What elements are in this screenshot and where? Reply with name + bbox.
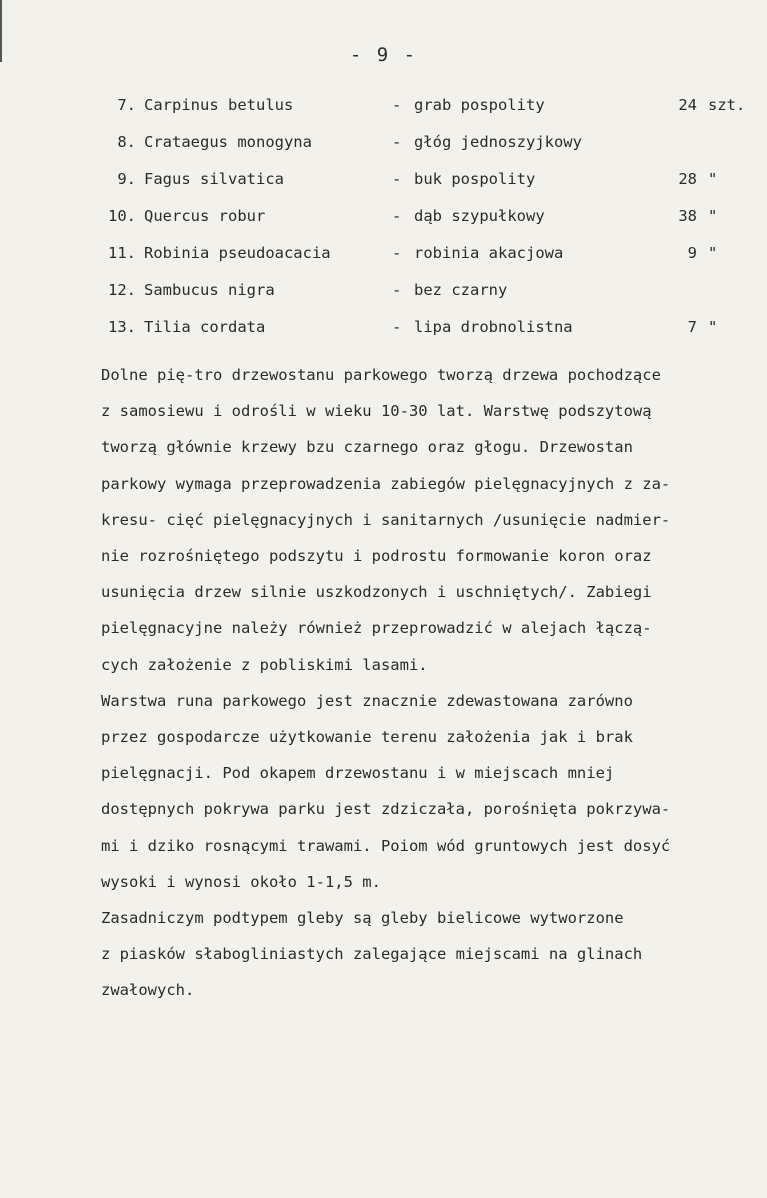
species-polish-name: grab pospolity [414, 96, 545, 114]
species-number: 11. [108, 244, 136, 262]
species-dash: - [392, 207, 402, 225]
species-number: 8. [117, 133, 136, 151]
species-latin-name: Robinia pseudoacacia [144, 244, 331, 262]
species-dash: - [392, 281, 402, 299]
species-row [0, 162, 767, 199]
species-polish-name: dąb szypułkowy [414, 207, 545, 225]
species-dash: - [392, 133, 402, 151]
species-polish-name: lipa drobnolistna [414, 318, 573, 336]
species-polish-name: buk pospolity [414, 170, 536, 188]
paragraph-lower-storey: Dolne pię-tro drzewostanu parkowego tworzą drzewa pochodzące z samosiewu i odrośli w wieku 10-30 lat. Warstwę podszytową tworzą głównie krzewy bzu czarnego oraz głogu. Drzewostan parkowy wymaga przeprowadzenia zabiegów pielęgnacyjnych z za- kresu- cięć pielęgnacyjnych i sanitarnych /usunięcie nadmier- nie rozrośniętego podszytu i podrostu formowanie koron oraz usunięcia drzew silnie uszkodzonych i uschniętych/. Zabiegi pielęgnacyjne należy również przeprowadzić w alejach łączą- cych założenie z pobliskimi lasami. [101, 366, 671, 674]
species-number: 12. [108, 281, 136, 299]
species-row [0, 236, 767, 273]
species-latin-name: Fagus silvatica [144, 170, 284, 188]
species-row [0, 199, 767, 236]
species-unit: " [708, 207, 718, 225]
species-count: 24 [678, 96, 697, 114]
species-dash: - [392, 96, 402, 114]
species-unit: " [708, 244, 718, 262]
paragraph-soil-type: Zasadniczym podtypem gleby są gleby bielicowe wytworzone z piasków słabogliniastych zalegające miejscami na glinach zwałowych. [101, 909, 643, 1000]
species-polish-name: głóg jednoszyjkowy [414, 133, 582, 151]
species-latin-name: Carpinus betulus [144, 96, 294, 114]
species-row [0, 273, 767, 310]
species-latin-name: Tilia cordata [144, 318, 266, 336]
paragraph-ground-layer: Warstwa runa parkowego jest znacznie zdewastowana zarówno przez gospodarcze użytkowanie terenu założenia jak i brak pielęgnacji. Pod okapem drzewostanu i w miejscach mniej dostępnych pokrywa parku jest zdziczała, porośnięta pokrzywa- mi i dziko rosnącymi trawami. Poiom wód gruntowych jest dosyć wysoki i wynosi około 1-1,5 m. [101, 691, 671, 891]
species-unit: szt. [708, 96, 746, 114]
species-count: 7 [687, 318, 697, 336]
species-polish-name: robinia akacjowa [414, 244, 564, 262]
species-count: 38 [678, 207, 697, 225]
species-number: 13. [108, 318, 136, 336]
species-dash: - [392, 170, 402, 188]
species-count: 28 [678, 170, 697, 188]
species-latin-name: Sambucus nigra [144, 281, 275, 299]
page-number: - 9 - [349, 44, 418, 66]
species-number: 9. [117, 170, 136, 188]
species-row [0, 88, 767, 125]
species-latin-name: Crataegus monogyna [144, 133, 312, 151]
body-text [101, 357, 766, 1009]
species-latin-name: Quercus robur [144, 207, 266, 225]
species-number: 10. [108, 207, 136, 225]
species-number: 7. [117, 96, 136, 114]
species-dash: - [392, 318, 402, 336]
species-row [0, 125, 767, 162]
species-dash: - [392, 244, 402, 262]
species-unit: " [708, 318, 718, 336]
species-count: 9 [687, 244, 697, 262]
species-unit: " [708, 170, 718, 188]
species-row [0, 310, 767, 347]
species-table [0, 88, 767, 347]
species-polish-name: bez czarny [414, 281, 508, 299]
